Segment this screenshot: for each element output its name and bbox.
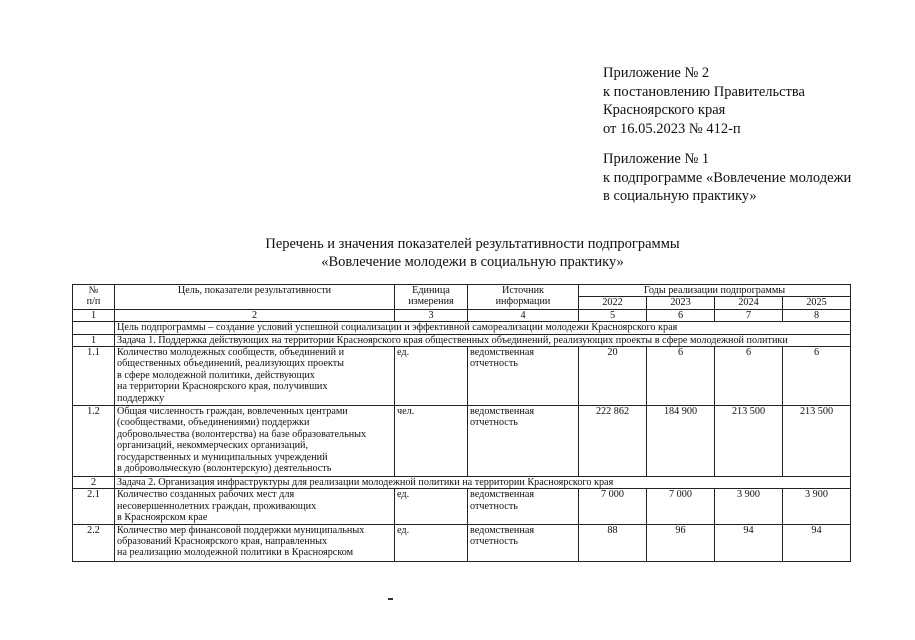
source-cell xyxy=(468,406,579,477)
value-2023: 96 xyxy=(647,524,715,561)
column-number: 1 xyxy=(73,309,115,321)
unit-cell: ед. xyxy=(395,489,468,524)
source-line: ведомственная xyxy=(470,347,535,359)
value-2024: 94 xyxy=(715,524,783,561)
column-number: 7 xyxy=(715,309,783,321)
goal-number-cell xyxy=(73,322,115,334)
header-text: Единица xyxy=(412,285,450,296)
header-indicator: Цель, показатели результативности xyxy=(115,285,395,310)
appendix-line: к подпрограмме «Вовлечение молодежи xyxy=(603,169,852,186)
task-row xyxy=(73,477,851,489)
goal-text xyxy=(115,322,851,334)
header-text: п/п xyxy=(86,296,101,308)
value-2023: 184 900 xyxy=(647,406,715,477)
column-number: 5 xyxy=(579,309,647,321)
indicator-line: несовершеннолетних граждан, проживающих xyxy=(117,500,317,512)
value-2022: 88 xyxy=(579,524,647,561)
source-line: отчетность xyxy=(470,500,518,512)
appendix-line: Красноярского края xyxy=(603,102,726,118)
task-text-line: Задача 1. Поддержка действующих на территории Красноярского края общественных объединений, реализующих проекты в сфере молодежной политики xyxy=(117,334,788,346)
source-line: отчетность xyxy=(470,536,518,548)
appendix-line: в социальную практику» xyxy=(603,188,757,204)
indicator-text xyxy=(115,347,395,406)
task-text-line: Задача 2. Организация инфраструктуры для реализации молодежной политики на территории Красноярского края xyxy=(117,477,614,489)
value-2025: 3 900 xyxy=(783,489,851,524)
row-number: 2.1 xyxy=(73,489,115,524)
source-cell xyxy=(468,347,579,406)
indicator-text xyxy=(115,406,395,477)
header-text: Источник xyxy=(501,285,544,296)
header-year: 2024 xyxy=(715,297,783,309)
column-number: 3 xyxy=(395,309,468,321)
indicator-text xyxy=(115,524,395,561)
row-number: 2.2 xyxy=(73,524,115,561)
source-line: ведомственная xyxy=(470,489,535,501)
row-number: 1.2 xyxy=(73,406,115,477)
indicator-line: в сфере молодежной политики, действующих xyxy=(117,369,315,381)
header-year: 2023 xyxy=(647,297,715,309)
task-text xyxy=(115,477,851,489)
unit-cell: ед. xyxy=(395,347,468,406)
indicator-text xyxy=(115,489,395,524)
goal-text-line: Цель подпрограммы – создание условий успешной социализации и эффективной самореализации молодежи Красноярского края xyxy=(117,322,678,334)
task-row xyxy=(73,334,851,346)
header-text: измерения xyxy=(408,296,454,308)
unit-cell: ед. xyxy=(395,524,468,561)
header-text: № xyxy=(88,285,99,296)
indicator-line: организаций, некоммерческих организаций, xyxy=(117,440,309,452)
goal-row xyxy=(73,322,851,334)
table-row xyxy=(73,347,851,406)
appendix-line: от 16.05.2023 № 412-п xyxy=(603,120,741,137)
indicator-line: поддержку xyxy=(117,392,165,404)
value-2023: 6 xyxy=(647,347,715,406)
value-2024: 213 500 xyxy=(715,406,783,477)
table-row xyxy=(73,489,851,524)
indicator-line: государственных и муниципальных учреждений xyxy=(117,451,328,463)
header-year: 2025 xyxy=(783,297,851,309)
document-title-line-1: Перечень и значения показателей результативности подпрограммы xyxy=(265,236,680,252)
value-2022: 222 862 xyxy=(579,406,647,477)
task-number: 1 xyxy=(73,334,115,346)
appendix-line: Приложение № 1 xyxy=(603,151,710,167)
source-cell xyxy=(468,524,579,561)
value-2024: 3 900 xyxy=(715,489,783,524)
value-2024: 6 xyxy=(715,347,783,406)
value-2025: 213 500 xyxy=(783,406,851,477)
indicator-line: на реализацию молодежной политики в Красноярском xyxy=(117,547,354,559)
indicator-line: в добровольческую (волонтерскую) деятельность xyxy=(117,463,332,475)
indicator-line: общественных объединений, реализующих проекты xyxy=(117,358,345,370)
value-2025: 6 xyxy=(783,347,851,406)
source-line: отчетность xyxy=(470,417,518,429)
unit-cell: чел. xyxy=(395,406,468,477)
appendix-line: Приложение № 2 xyxy=(603,65,710,81)
indicators-table xyxy=(72,284,851,562)
indicator-line: Количество молодежных сообществ, объединений и xyxy=(117,347,345,359)
document-title xyxy=(0,235,915,271)
indicator-line: добровольчества (волонтерства) на базе образовательных xyxy=(117,428,367,440)
indicator-line: на территории Красноярского края, получивших xyxy=(117,381,328,393)
header-source xyxy=(468,285,579,310)
column-number-row xyxy=(73,309,851,321)
task-text xyxy=(115,334,851,346)
appendix-heading-subprogram xyxy=(603,150,851,206)
value-2022: 20 xyxy=(579,347,647,406)
header-text: информации xyxy=(495,296,551,308)
table-header-row xyxy=(73,285,851,297)
column-number: 6 xyxy=(647,309,715,321)
table-row xyxy=(73,406,851,477)
value-2025: 94 xyxy=(783,524,851,561)
appendix-line: к постановлению Правительства xyxy=(603,83,805,100)
value-2022: 7 000 xyxy=(579,489,647,524)
header-unit xyxy=(395,285,468,310)
column-number: 8 xyxy=(783,309,851,321)
header-year: 2022 xyxy=(579,297,647,309)
indicator-line: Общая численность граждан, вовлеченных центрами xyxy=(117,406,348,418)
column-number: 2 xyxy=(115,309,395,321)
source-line: отчетность xyxy=(470,358,518,370)
column-number: 4 xyxy=(468,309,579,321)
source-cell xyxy=(468,489,579,524)
header-number xyxy=(73,285,115,310)
indicator-line: Количество созданных рабочих мест для xyxy=(117,489,295,501)
indicator-line: в Красноярском крае xyxy=(117,512,208,524)
indicator-line: образований Красноярского края, направленных xyxy=(117,536,328,548)
value-2023: 7 000 xyxy=(647,489,715,524)
table-row xyxy=(73,524,851,561)
document-title-line-2: «Вовлечение молодежи в социальную практику» xyxy=(321,254,624,270)
indicator-line: (сообществами, объединениями) поддержки xyxy=(117,417,310,429)
source-line: ведомственная xyxy=(470,524,535,536)
indicator-line: Количество мер финансовой поддержки муниципальных xyxy=(117,524,365,536)
task-number: 2 xyxy=(73,477,115,489)
row-number: 1.1 xyxy=(73,347,115,406)
source-line: ведомственная xyxy=(470,406,535,418)
header-years-group: Годы реализации подпрограммы xyxy=(579,285,851,297)
scan-artifact-mark xyxy=(388,598,393,600)
appendix-heading-government-decree xyxy=(603,64,805,138)
